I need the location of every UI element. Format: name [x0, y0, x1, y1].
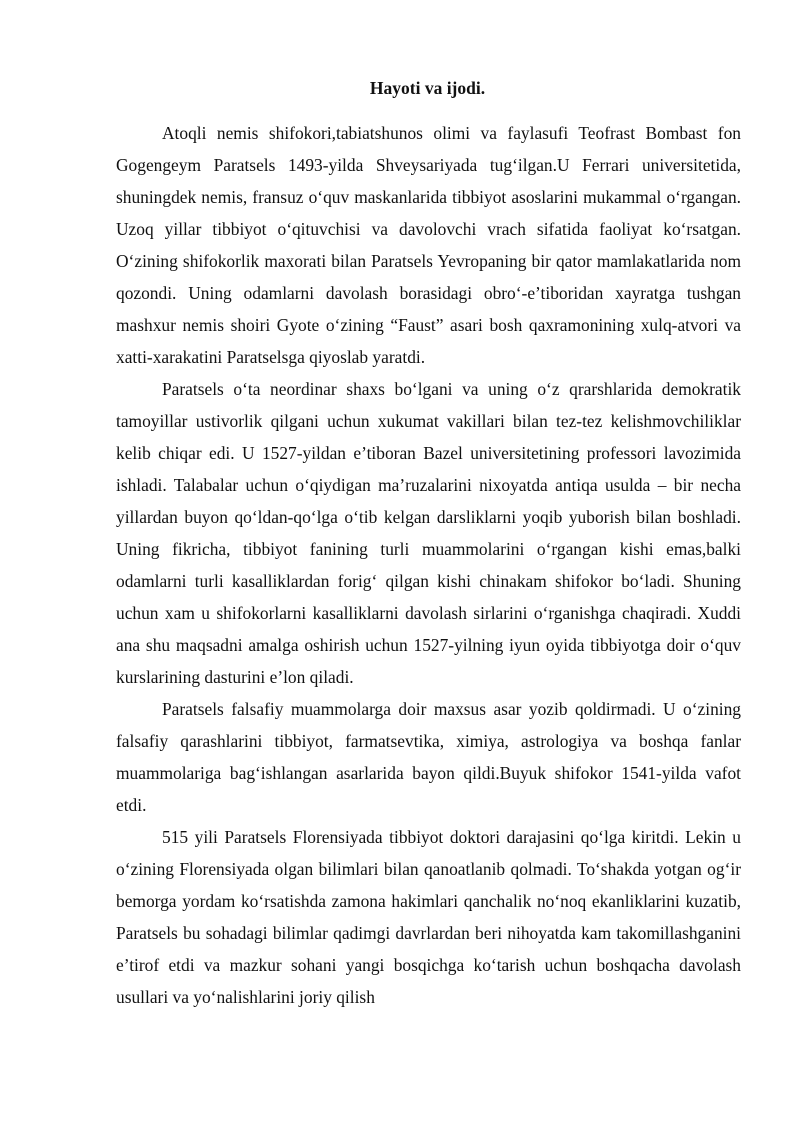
paragraph-1: Atoqli nemis shifokori,tabiatshunos olimi va faylasufi Teofrast Bombast fon Gogengeym Paratsels 1493-yilda Shveysariyada tug‘ilgan.U Ferrari universitetida, shuningdek nemis, fransuz o‘quv maskanlarida tibbiyot asoslarini mukammal o‘rgangan. Uzoq yillar tibbiyot o‘qituvchisi va davolovchi vrach sifatida faoliyat ko‘rsatgan. O‘zining shifokorlik maxorati bilan Paratsels Yevropaning bir qator mamlakatlarida nom qozondi. Uning odamlarni davolash borasidagi obro‘-e’tiboridan xayratga tushgan mashxur nemis shoiri Gyote o‘zining “Faust” asari bosh qaxramonining xulq-atvori va xatti-xarakatini Paratselsga qiyoslab yaratdi. [116, 123, 741, 367]
document-title: Hayoti va ijodi. [369, 78, 486, 98]
paragraph-4: 515 yili Paratsels Florensiyada tibbiyot doktori darajasini qo‘lga kiritdi. Lekin u o‘zining Florensiyada olgan bilimlari bilan qanoatlanib qolmadi. To‘shakda yotgan og‘ir bemorga yordam ko‘rsatishda zamona hakimlari qanchalik no‘noq ekanliklarini kuzatib, Paratsels bu sohadagi bilimlar qadimgi davrlardan beri nihoyatda kam takomillashganini e’tirof etdi va mazkur sohani yangi bosqichga ko‘tarish uchun boshqacha davolash usullari va yo‘nalishlarini joriy qilish [116, 827, 741, 1007]
document-body [116, 117, 741, 1013]
paragraph-2: Paratsels o‘ta neordinar shaxs bo‘lgani va uning o‘z qrarshlarida demokratik tamoyillar ustivorlik qilgani uchun xukumat vakillari bilan tez-tez kelishmovchiliklar kelib chiqar edi. U 1527-yildan e’tiboran Bazel universitetining professori lavozimida ishladi. Talabalar uchun o‘qiydigan ma’ruzalarini nixoyatda antiqa usulda – bir necha yillardan buyon qo‘ldan-qo‘lga o‘tib kelgan darsliklarni yoqib yuborish bilan boshladi. Uning fikricha, tibbiyot fanining turli muammolarini o‘rgangan kishi emas,balki odamlarni turli kasalliklardan forig‘ qilgan kishi chinakam shifokor bo‘ladi. Shuning uchun xam u shifokorlarni kasalliklarni davolash sirlarini o‘rganishga chaqiradi. Xuddi ana shu maqsadni amalga oshirish uchun 1527-yilning iyun oyida tibbiyotga doir o‘quv kurslarining dasturini e’lon qiladi. [116, 379, 741, 687]
paragraph-3: Paratsels falsafiy muammolarga doir maxsus asar yozib qoldirmadi. U o‘zining falsafiy qarashlarini tibbiyot, farmatsevtika, ximiya, astrologiya va boshqa fanlar muammolariga bag‘ishlangan asarlarida bayon qildi.Buyuk shifokor 1541-yilda vafot etdi. [116, 699, 741, 815]
